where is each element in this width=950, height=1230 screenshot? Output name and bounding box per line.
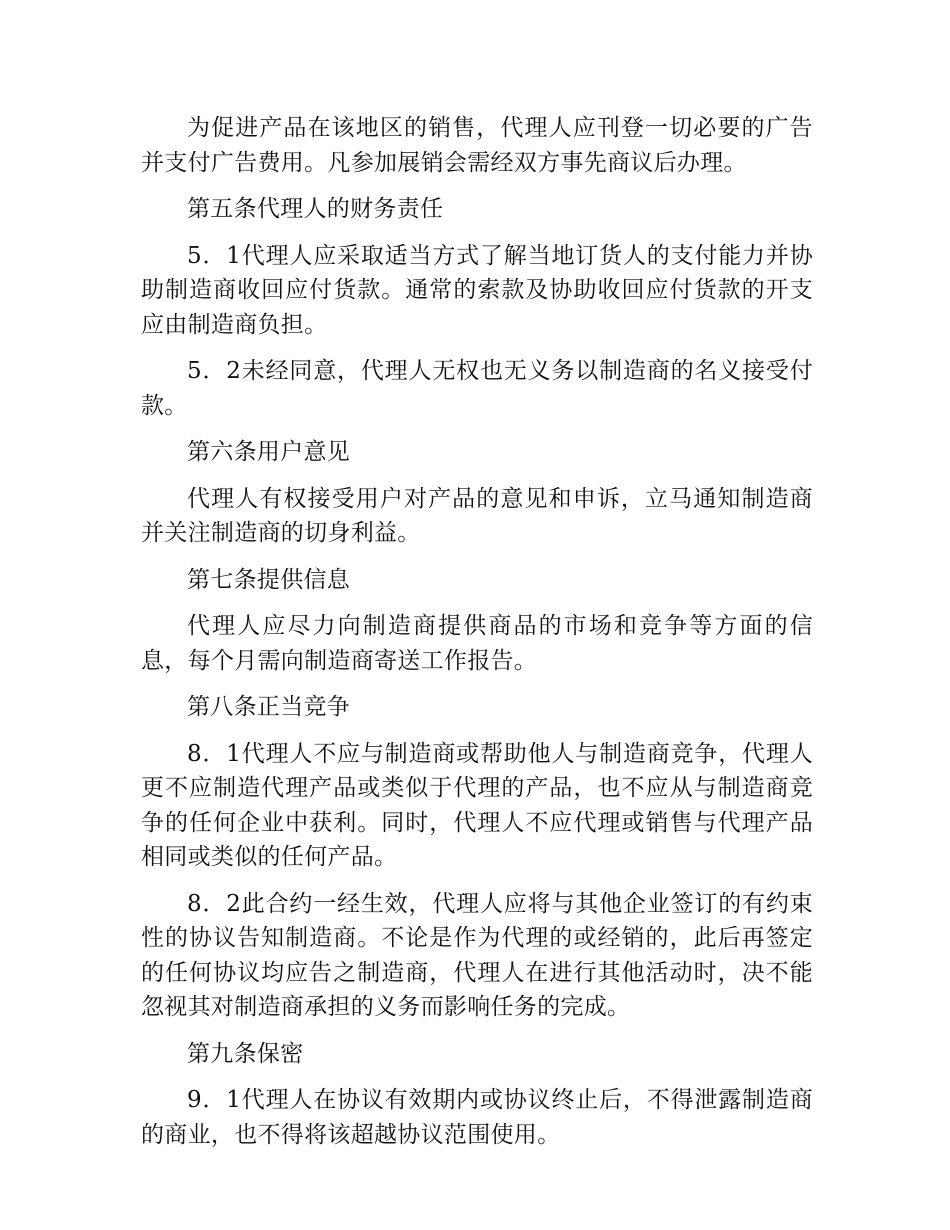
paragraph-9-1: 9．1代理人在协议有效期内或协议终止后，不得泄露制造商的商业，也不得将该超越协议范围使用。 — [141, 1087, 813, 1148]
document-body — [141, 111, 813, 1164]
section-heading-article-8: 第八条正当竞争 — [187, 694, 351, 720]
paragraph-5-2: 5．2未经同意，代理人无权也无义务以制造商的名义接受付款。 — [141, 358, 813, 419]
section-heading-article-9: 第九条保密 — [187, 1040, 304, 1067]
section-heading-article-7: 第七条提供信息 — [187, 566, 351, 593]
paragraph-8-1: 8．1代理人不应与制造商或帮助他人与制造商竞争，代理人更不应制造代理产品或类似于代理的产品，也不应从与制造商竞争的任何企业中获利。同时，代理人不应代理或销售与代理产品相同或类似的任何产品。 — [141, 740, 813, 870]
section-heading-article-6: 第六条用户意见 — [187, 439, 351, 465]
paragraph-user-feedback: 代理人有权接受用户对产品的意见和申诉，立马通知制造商并关注制造商的切身利益。 — [141, 485, 813, 546]
paragraph-advertising: 为促进产品在该地区的销售，代理人应刊登一切必要的广告并支付广告费用。凡参加展销会需经双方事先商议后办理。 — [141, 115, 813, 176]
section-heading-article-5: 第五条代理人的财务责任 — [187, 196, 444, 222]
paragraph-5-1: 5．1代理人应采取适当方式了解当地订货人的支付能力并协助制造商收回应付货款。通常的索款及协助收回应付货款的开支应由制造商负担。 — [141, 242, 813, 338]
paragraph-8-2: 8．2此合约一经生效，代理人应将与其他企业签订的有约束性的协议告知制造商。不论是作为代理的或经销的，此后再签定的任何协议均应告之制造商，代理人在进行其他活动时，决不能忽视其对制造商承担的义务而影响任务的完成。 — [141, 890, 813, 1020]
paragraph-information: 代理人应尽力向制造商提供商品的市场和竞争等方面的信息，每个月需向制造商寄送工作报告。 — [141, 613, 813, 674]
